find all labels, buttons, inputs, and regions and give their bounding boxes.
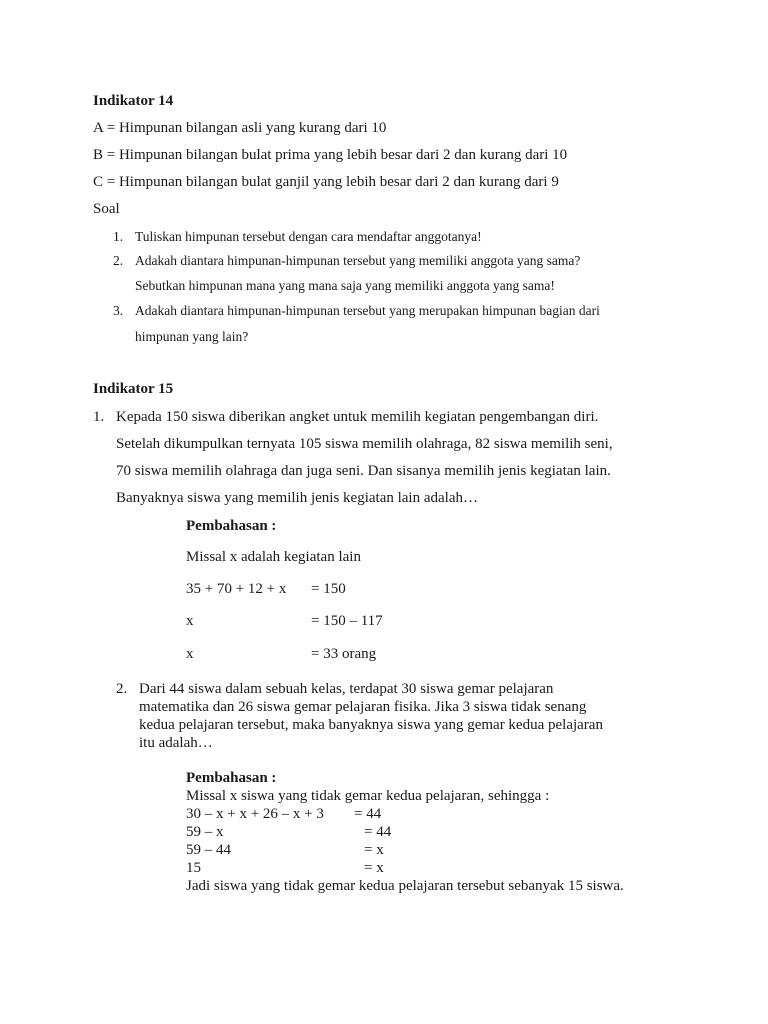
indikator-14-heading: Indikator 14 bbox=[93, 93, 174, 109]
solution-1-eq-right: = 150 bbox=[311, 581, 346, 597]
problem-1-line-2: Setelah dikumpulkan ternyata 105 siswa memilih olahraga, 82 siswa memilih seni, bbox=[116, 436, 613, 452]
solution-2-eq-right: = 44 bbox=[354, 806, 382, 822]
problem-1-line-1: Kepada 150 siswa diberikan angket untuk memilih kegiatan pengembangan diri. bbox=[116, 409, 599, 425]
solution-1-heading: Pembahasan : bbox=[186, 518, 277, 534]
solution-1-eq-left: x bbox=[186, 613, 194, 629]
problem-1-line-4: Banyaknya siswa yang memilih jenis kegiatan lain adalah… bbox=[116, 490, 478, 506]
solution-1-eq-left: 35 + 70 + 12 + x bbox=[186, 581, 287, 597]
solution-2-assumption: Missal x siswa yang tidak gemar kedua pelajaran, sehingga : bbox=[186, 788, 550, 804]
soal-label: Soal bbox=[93, 201, 120, 217]
problem-2-line-3: kedua pelajaran tersebut, maka banyaknya siswa yang gemar kedua pelajaran bbox=[139, 717, 603, 733]
solution-1-eq-right: = 33 orang bbox=[311, 646, 377, 662]
solution-1-assumption: Missal x adalah kegiatan lain bbox=[186, 549, 361, 565]
question-number: 3. bbox=[113, 303, 124, 318]
question-3-line-1: Adakah diantara himpunan-himpunan tersebut yang merupakan himpunan bagian dari bbox=[135, 303, 600, 318]
solution-2-eq-left: 59 – 44 bbox=[186, 842, 231, 858]
solution-2-eq-right: = x bbox=[364, 860, 384, 876]
solution-1-eq-left: x bbox=[186, 646, 194, 662]
problem-2-line-1: Dari 44 siswa dalam sebuah kelas, terdapat 30 siswa gemar pelajaran bbox=[139, 681, 554, 697]
set-a-definition: A = Himpunan bilangan asli yang kurang dari 10 bbox=[93, 120, 387, 136]
problem-1-line-3: 70 siswa memilih olahraga dan juga seni. Dan sisanya memilih jenis kegiatan lain. bbox=[116, 463, 611, 479]
problem-2-line-4: itu adalah… bbox=[139, 735, 213, 751]
solution-2-eq-left: 15 bbox=[186, 860, 201, 876]
solution-2-eq-left: 30 – x + x + 26 – x + 3 bbox=[186, 806, 324, 822]
set-c-definition: C = Himpunan bilangan bulat ganjil yang lebih besar dari 2 dan kurang dari 9 bbox=[93, 174, 559, 190]
set-b-definition: B = Himpunan bilangan bulat prima yang lebih besar dari 2 dan kurang dari 10 bbox=[93, 147, 568, 163]
solution-2-conclusion: Jadi siswa yang tidak gemar kedua pelajaran tersebut sebanyak 15 siswa. bbox=[186, 878, 624, 894]
solution-2-heading: Pembahasan : bbox=[186, 770, 277, 786]
problem-2-line-2: matematika dan 26 siswa gemar pelajaran fisika. Jika 3 siswa tidak senang bbox=[139, 699, 587, 715]
problem-number: 1. bbox=[93, 409, 105, 425]
question-number: 1. bbox=[113, 229, 124, 244]
question-number: 2. bbox=[113, 253, 124, 268]
problem-number: 2. bbox=[116, 681, 128, 697]
solution-2-eq-left: 59 – x bbox=[186, 824, 224, 840]
solution-2-eq-right: = 44 bbox=[364, 824, 392, 840]
solution-2-eq-right: = x bbox=[364, 842, 384, 858]
question-2-line-1: Adakah diantara himpunan-himpunan tersebut yang memiliki anggota yang sama? bbox=[135, 253, 581, 268]
question-1: Tuliskan himpunan tersebut dengan cara mendaftar anggotanya! bbox=[135, 229, 482, 244]
question-3-line-2: himpunan yang lain? bbox=[135, 329, 249, 344]
question-2-line-2: Sebutkan himpunan mana yang mana saja yang memiliki anggota yang sama! bbox=[135, 278, 555, 293]
indikator-15-heading: Indikator 15 bbox=[93, 381, 174, 397]
solution-1-eq-right: = 150 – 117 bbox=[311, 613, 383, 629]
